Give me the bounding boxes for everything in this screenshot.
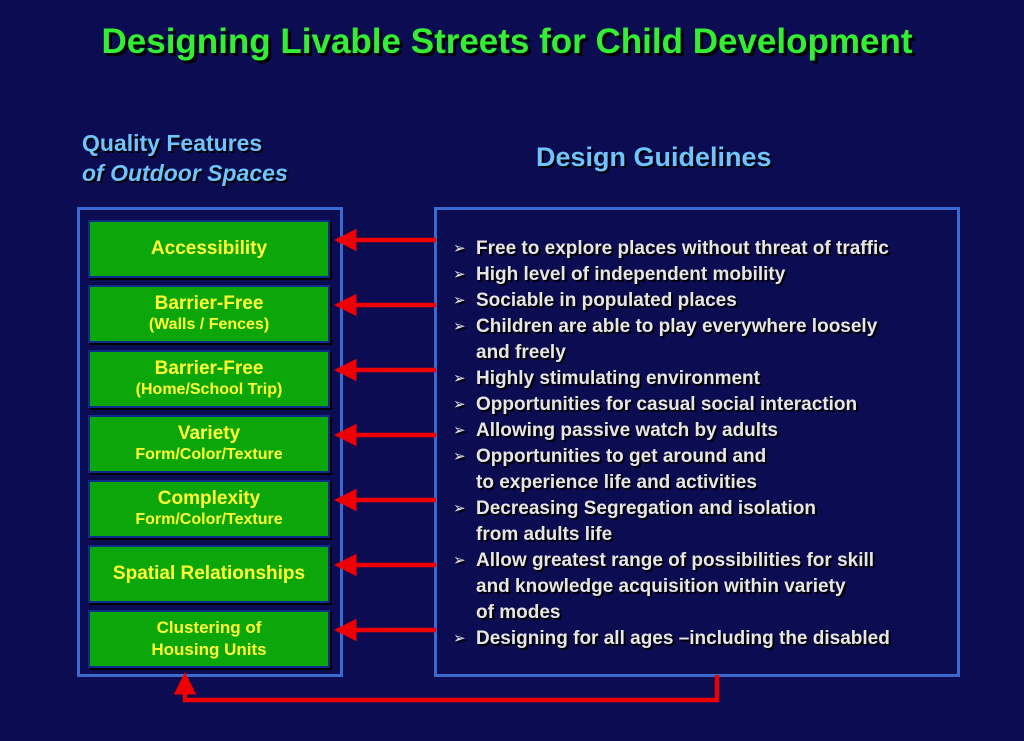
feature-label: Accessibility (150, 238, 268, 259)
guideline-text: Decreasing Segregation and isolation (476, 498, 816, 519)
arrow-bullet-icon: ➢ (453, 370, 466, 387)
guideline-text: Opportunities for casual social interaction (476, 394, 858, 415)
arrow-bullet-icon: ➢ (453, 266, 466, 283)
feature-label-line2: Housing Units (151, 640, 267, 659)
arrow-bullet-icon: ➢ (453, 448, 466, 465)
arrow-bullet-icon: ➢ (453, 630, 466, 647)
feature-sublabel: (Home/School Trip) (135, 381, 283, 398)
feature-label: Complexity (157, 488, 261, 509)
guideline-text: to experience life and activities (476, 472, 757, 493)
guideline-text: of modes (476, 602, 561, 623)
guideline-text: Allow greatest range of possibilities for skill (476, 550, 875, 571)
guideline-text: Free to explore places without threat of traffic (476, 238, 889, 259)
arrow-bullet-icon: ➢ (453, 318, 466, 335)
arrow-bullet-icon: ➢ (453, 396, 466, 413)
arrow-bullet-icon: ➢ (453, 422, 466, 439)
guideline-text: Allowing passive watch by adults (476, 420, 778, 441)
feature-sublabel: Form/Color/Texture (135, 511, 283, 528)
guideline-text: Children are able to play everywhere loosely (476, 316, 878, 337)
guideline-text: Designing for all ages –including the disabled (476, 628, 890, 649)
guideline-text: and freely (476, 342, 566, 363)
arrow-bullet-icon: ➢ (453, 552, 466, 569)
arrow-bullet-icon: ➢ (453, 500, 466, 517)
guideline-text: High level of independent mobility (476, 264, 786, 285)
feature-sublabel: Form/Color/Texture (135, 446, 283, 463)
feature-label: Clustering of (156, 618, 262, 637)
feature-label: Variety (177, 423, 241, 444)
guideline-text: and knowledge acquisition within variety (476, 576, 846, 597)
guideline-text: from adults life (476, 524, 613, 545)
guideline-text: Opportunities to get around and (476, 446, 767, 467)
left-heading-line2: of Outdoor Spaces (82, 160, 288, 186)
feature-label: Barrier-Free (154, 293, 264, 314)
page-title: Designing Livable Streets for Child Development (101, 22, 913, 61)
feature-sublabel: (Walls / Fences) (148, 316, 270, 333)
feedback-loop-arrow (185, 675, 717, 700)
guideline-text: Sociable in populated places (476, 290, 737, 311)
arrow-bullet-icon: ➢ (453, 240, 466, 257)
feature-label: Spatial Relationships (112, 563, 306, 584)
left-heading-line1: Quality Features (82, 130, 263, 156)
right-heading: Design Guidelines (536, 142, 772, 172)
guideline-text: Highly stimulating environment (476, 368, 760, 389)
feature-label: Barrier-Free (154, 358, 264, 379)
arrow-bullet-icon: ➢ (453, 292, 466, 309)
